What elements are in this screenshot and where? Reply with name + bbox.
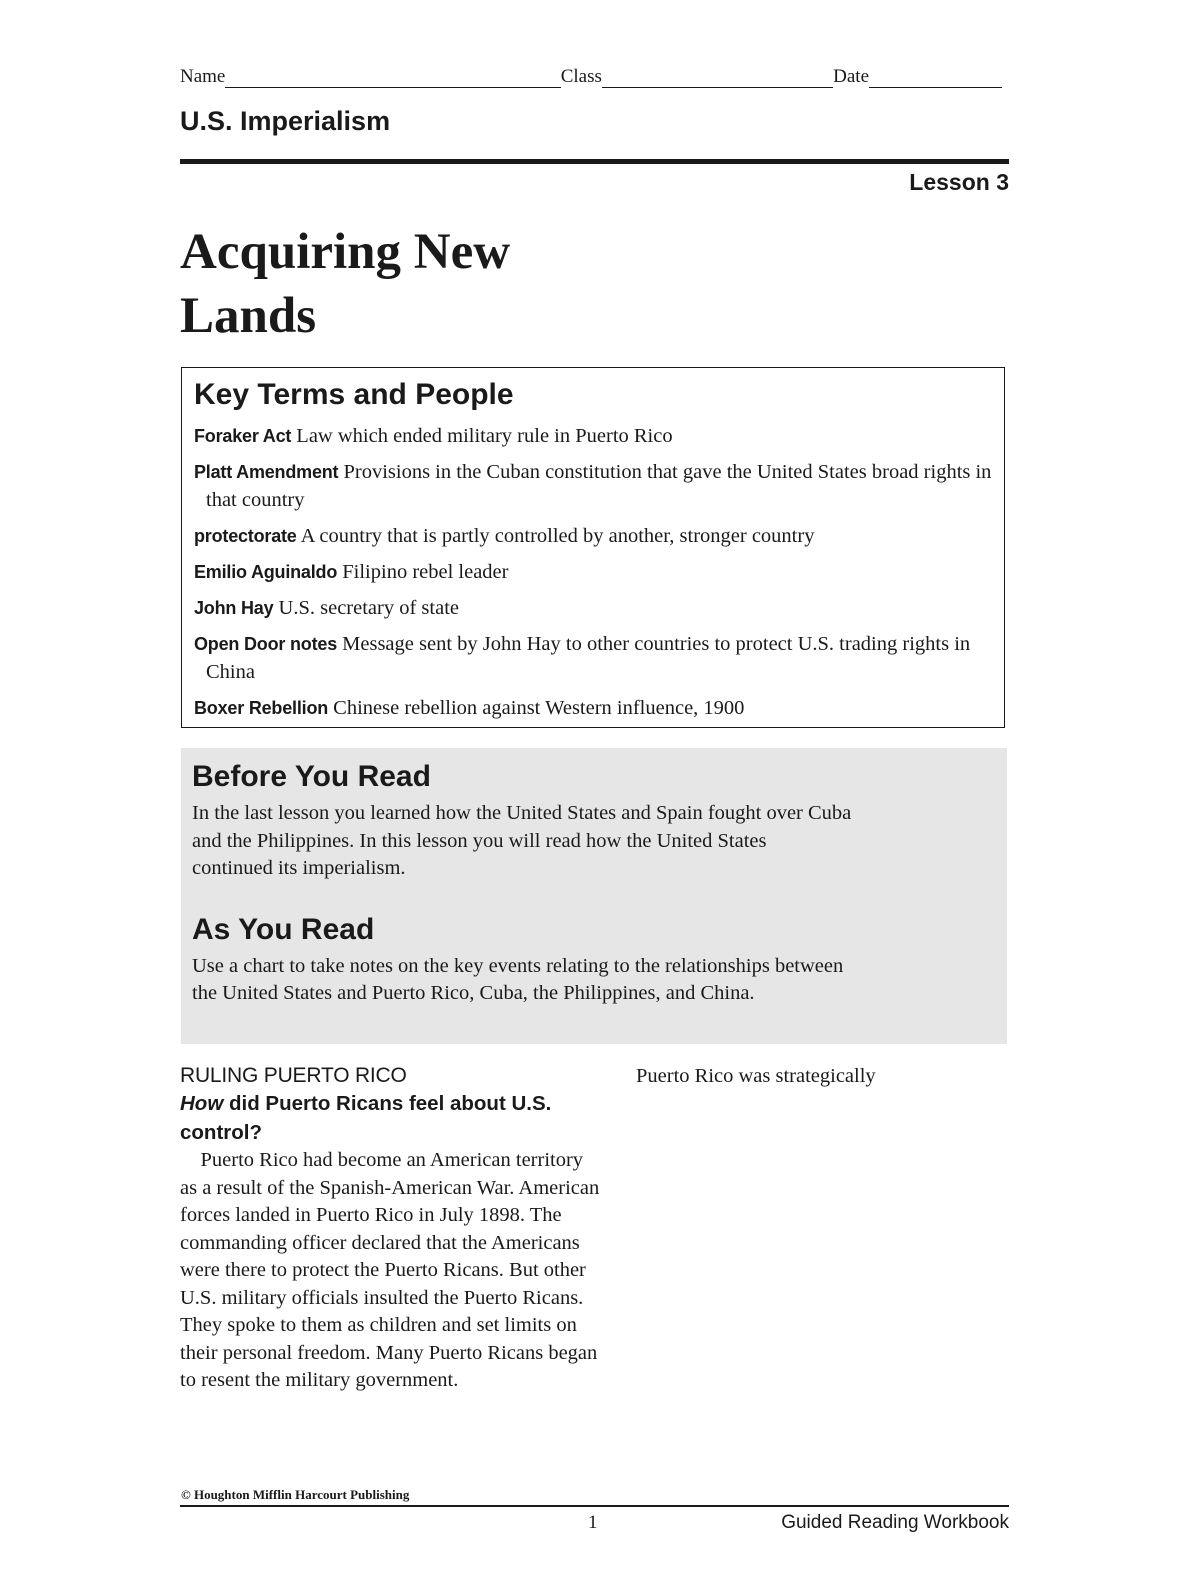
term-name: protectorate <box>194 526 297 546</box>
class-field[interactable] <box>602 67 833 88</box>
before-you-read-text: In the last lesson you learned how the United States and Spain fought over Cuba and the Philippines. In this lesson you will read how the United States continued its imperialism. <box>192 802 852 879</box>
term-name: Emilio Aguinaldo <box>194 562 338 582</box>
term-item <box>194 594 992 622</box>
as-you-read-text: Use a chart to take notes on the key events relating to the relationships between the United States and Puerto Rico, Cuba, the Philippines, and China. <box>192 954 844 1004</box>
name-field[interactable] <box>225 67 560 88</box>
class-label: Class <box>560 66 602 87</box>
term-item <box>194 630 992 686</box>
term-name: Open Door notes <box>194 634 338 654</box>
unit-title: U.S. Imperialism <box>180 106 391 136</box>
reading-guide-box <box>181 748 1007 1044</box>
date-label: Date <box>833 66 870 87</box>
term-item <box>194 694 992 722</box>
workbook-name: Guided Reading Workbook <box>781 1512 1009 1533</box>
as-you-read-heading: As You Read <box>192 912 375 946</box>
term-item <box>194 422 992 450</box>
lesson-number: Lesson 3 <box>909 169 1009 195</box>
footer-divider <box>180 1505 1009 1507</box>
copyright-notice: © Houghton Mifflin Harcourt Publishing <box>181 1487 410 1502</box>
student-info-line <box>180 66 1002 88</box>
term-definition: U.S. secretary of state <box>273 597 459 619</box>
term-item <box>194 522 992 550</box>
term-definition: A country that is partly controlled by another, stronger country <box>296 525 815 547</box>
key-terms-box <box>181 367 1005 728</box>
page-title-line-2: Lands <box>180 288 317 344</box>
page-number: 1 <box>588 1512 598 1533</box>
section-body <box>180 1147 600 1395</box>
term-definition: Law which ended military rule in Puerto Rico <box>291 425 673 447</box>
page-title <box>180 220 510 348</box>
term-definition: Chinese rebellion against Western influence, 1900 <box>328 697 745 719</box>
name-label: Name <box>180 66 226 87</box>
section-heading: RULING PUERTO RICO <box>180 1064 407 1087</box>
term-item <box>194 458 992 514</box>
guiding-question <box>180 1090 600 1147</box>
term-definition: Filipino rebel leader <box>337 561 509 583</box>
margin-note: Puerto Rico was strategically <box>636 1065 876 1087</box>
before-you-read-heading: Before You Read <box>192 760 431 793</box>
term-name: Foraker Act <box>194 426 292 446</box>
guiding-question-emphasis: How <box>180 1092 224 1115</box>
term-name: Boxer Rebellion <box>194 698 329 718</box>
key-terms-heading: Key Terms and People <box>194 378 514 411</box>
term-name: Platt Amendment <box>194 462 339 482</box>
main-text-column <box>180 1062 600 1395</box>
term-definition: Provisions in the Cuban constitution that gave the United States broad rights in that country <box>206 461 992 511</box>
term-item <box>194 558 992 586</box>
page-title-line-1: Acquiring New <box>180 224 511 280</box>
date-field[interactable] <box>869 67 1002 88</box>
section-body-text: Puerto Rico had become an American territory as a result of the Spanish-American War. American forces landed in Puerto Rico in July 1898. The commanding officer declared that the Americans were there to protect the Puerto Ricans. But other U.S. military officials insulted the Puerto Ricans. They spoke to them as children and set limits on their personal freedom. Many Puerto Ricans began to resent the military government. <box>180 1149 600 1391</box>
header-divider <box>180 159 1009 164</box>
term-name: John Hay <box>194 598 274 618</box>
guiding-question-text: did Puerto Ricans feel about U.S. control? <box>180 1092 552 1144</box>
term-definition: Message sent by John Hay to other countries to protect U.S. trading rights in China <box>206 633 971 683</box>
